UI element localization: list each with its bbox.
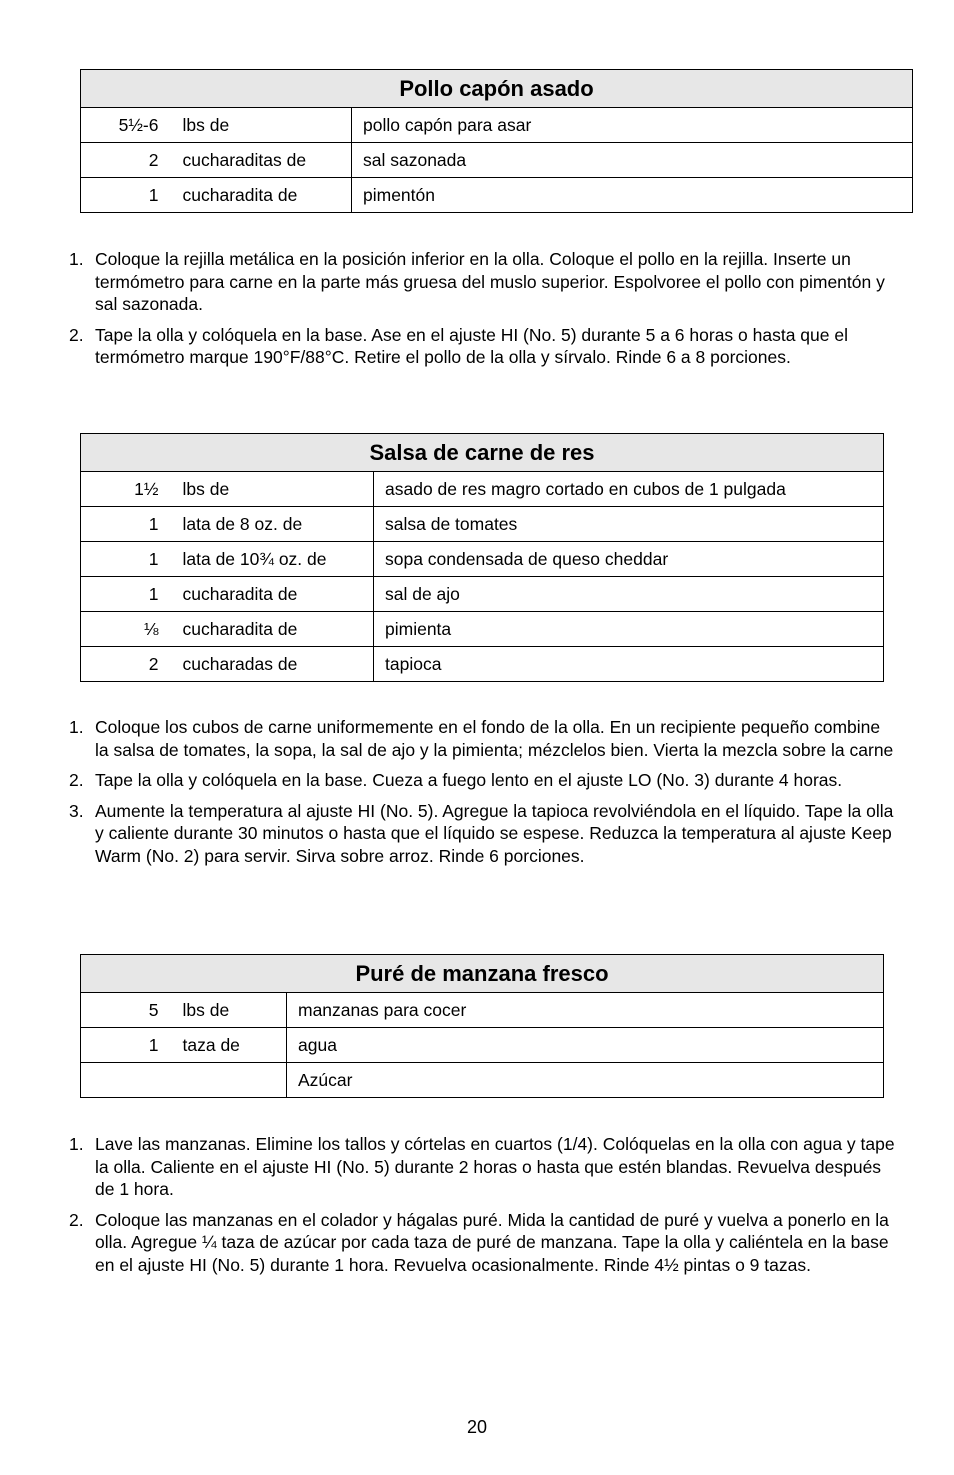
step-text: Coloque las manzanas en el colador y hágalas puré. Mida la cantidad de puré y vuelva a ponerlo en la olla. Agregue ¼ taza de azúcar por cada taza de puré de manzana. Tape la olla y caliéntela en la base en el ajuste HI (No. 5) durante 1 hora. Revuelva ocasionalmente. Rinde 4½ pintas o 9 tazas. — [95, 1209, 889, 1275]
ingredient-row — [81, 993, 884, 1028]
ingredient-item: salsa de tomates — [374, 507, 884, 542]
ingredient-qty: 1 — [81, 1028, 161, 1063]
ingredient-qty — [81, 1063, 161, 1098]
ingredient-qty: 1 — [81, 577, 161, 612]
instruction-step — [66, 769, 896, 792]
ingredient-item: agua — [287, 1028, 884, 1063]
instructions-list — [66, 716, 896, 875]
ingredient-item: sal sazonada — [352, 143, 913, 178]
ingredient-qty: 2 — [81, 647, 161, 682]
ingredient-item: tapioca — [374, 647, 884, 682]
step-text: Lave las manzanas. Elimine los tallos y córtelas en cuartos (1/4). Colóquelas en la olla con agua y tape la olla. Caliente en el ajuste HI (No. 5) durante 2 horas o hasta que estén blandas. Revuelva después de 1 hora. — [95, 1134, 895, 1199]
ingredient-item: pimienta — [374, 612, 884, 647]
step-number: 1. — [69, 249, 84, 269]
ingredients-table — [80, 954, 884, 1098]
ingredient-row — [81, 1028, 884, 1063]
ingredients-table — [80, 433, 884, 682]
instructions-list — [66, 1133, 896, 1284]
ingredient-row — [81, 612, 884, 647]
instruction-step — [66, 324, 896, 369]
recipe-pure-de-manzana-fresco — [80, 954, 884, 1098]
ingredient-unit: lbs de — [161, 472, 374, 507]
ingredient-unit: cucharadita de — [161, 577, 374, 612]
recipe-pollo-capon-asado — [80, 69, 913, 213]
ingredient-qty: 1 — [81, 542, 161, 577]
ingredient-qty: 5 — [81, 993, 161, 1028]
recipe-title: Pollo capón asado — [81, 70, 913, 108]
ingredient-row — [81, 647, 884, 682]
recipe-title: Puré de manzana fresco — [81, 955, 884, 993]
ingredient-item: manzanas para cocer — [287, 993, 884, 1028]
instruction-step — [66, 716, 896, 761]
step-text: Coloque los cubos de carne uniformemente en el fondo de la olla. En un recipiente pequeño combine la salsa de tomates, la sopa, la sal de ajo y la pimienta; mézclelos bien. Vierta la mezcla sobre la carne — [95, 717, 894, 760]
ingredient-unit: lata de 10¾ oz. de — [161, 542, 374, 577]
step-number: 3. — [69, 800, 84, 821]
ingredient-item: Azúcar — [287, 1063, 884, 1098]
ingredient-row — [81, 577, 884, 612]
ingredient-unit: lbs de — [161, 108, 352, 143]
ingredient-unit: cucharadita de — [161, 612, 374, 647]
step-number: 2. — [69, 1209, 84, 1230]
ingredient-row — [81, 143, 913, 178]
ingredient-item: asado de res magro cortado en cubos de 1 pulgada — [374, 472, 884, 507]
ingredient-row — [81, 542, 884, 577]
ingredient-row — [81, 472, 884, 507]
step-text: Tape la olla y colóquela en la base. Ase en el ajuste HI (No. 5) durante 5 a 6 horas o hasta que el termómetro marque 190°F/88°C. Retire el pollo de la olla y sírvalo. Rinde 6 a 8 porciones. — [95, 324, 848, 367]
step-text: Tape la olla y colóquela en la base. Cueza a fuego lento en el ajuste LO (No. 3) durante 4 horas. — [95, 770, 843, 790]
ingredients-table — [80, 69, 913, 213]
instruction-step — [66, 1133, 896, 1201]
instruction-step — [66, 248, 896, 316]
ingredient-item: pimentón — [352, 178, 913, 213]
ingredient-item: pollo capón para asar — [352, 108, 913, 143]
ingredient-qty: 1 — [81, 507, 161, 542]
recipe-salsa-de-carne-de-res — [80, 433, 884, 682]
step-number: 1. — [69, 717, 84, 737]
ingredient-qty: 2 — [81, 143, 161, 178]
ingredient-qty: 1½ — [81, 472, 161, 507]
instruction-step — [66, 800, 896, 868]
ingredient-row — [81, 178, 913, 213]
recipe-title: Salsa de carne de res — [81, 434, 884, 472]
ingredient-unit: lbs de — [161, 993, 287, 1028]
ingredient-qty: ⅛ — [81, 612, 161, 647]
instructions-list — [66, 248, 896, 377]
ingredient-unit: taza de — [161, 1028, 287, 1063]
ingredient-qty: 5½-6 — [81, 108, 161, 143]
step-number: 2. — [69, 324, 84, 345]
ingredient-row — [81, 507, 884, 542]
instruction-step — [66, 1209, 896, 1277]
ingredient-unit: cucharaditas de — [161, 143, 352, 178]
ingredient-row — [81, 108, 913, 143]
ingredient-unit: lata de 8 oz. de — [161, 507, 374, 542]
step-number: 1. — [69, 1134, 84, 1154]
ingredient-row — [81, 1063, 884, 1098]
ingredient-item: sal de ajo — [374, 577, 884, 612]
ingredient-unit: cucharadita de — [161, 178, 352, 213]
page-number: 20 — [466, 1417, 488, 1437]
ingredient-unit — [161, 1063, 287, 1098]
step-text: Aumente la temperatura al ajuste HI (No. 5). Agregue la tapioca revolviéndola en el líquido. Tape la olla y caliente durante 30 minutos o hasta que el líquido se espese. Reduzca la temperatura al ajuste Keep Warm (No. 2) para servir. Sirva sobre arroz. Rinde 6 porciones. — [95, 800, 894, 866]
ingredient-unit: cucharadas de — [161, 647, 374, 682]
ingredient-qty: 1 — [81, 178, 161, 213]
ingredient-item: sopa condensada de queso cheddar — [374, 542, 884, 577]
step-text: Coloque la rejilla metálica en la posición inferior en la olla. Coloque el pollo en la rejilla. Inserte un termómetro para carne en la parte más gruesa del muslo superior. Espolvoree el pollo con pimentón y sal sazonada. — [95, 249, 885, 314]
step-number: 2. — [69, 770, 84, 790]
